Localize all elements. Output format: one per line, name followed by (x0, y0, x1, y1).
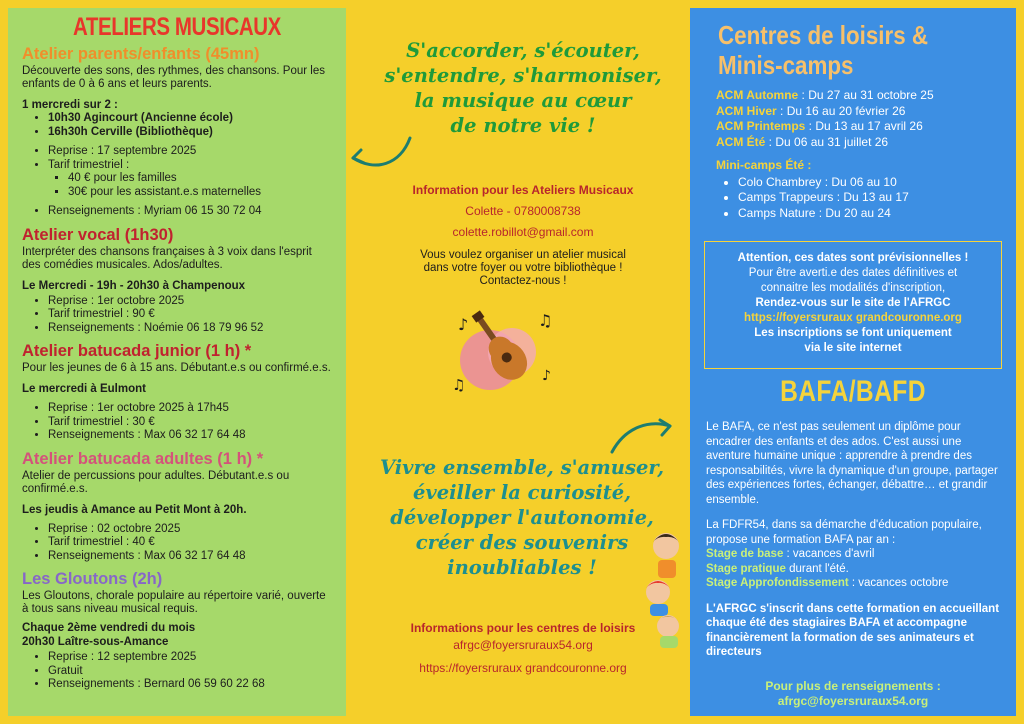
info-centres-email[interactable]: afrgc@foyersruraux54.org (453, 638, 593, 652)
acm-label: ACM Été (716, 134, 766, 149)
info-ateliers (358, 183, 688, 288)
svg-text:♫: ♫ (452, 376, 466, 394)
centres-title-line: Centres de loisirs & (718, 20, 929, 50)
acm-dates-text: : Du 13 au 17 avril 26 (805, 119, 923, 133)
svg-text:♪: ♪ (542, 368, 551, 384)
curved-arrow-right-icon (606, 412, 678, 460)
notice-box (704, 241, 1002, 369)
acm-row (716, 88, 1000, 104)
batucada-junior-when: Le mercredi à Eulmont (22, 383, 146, 395)
slogan-musique (378, 38, 668, 138)
centres-title (718, 20, 961, 80)
parents-contact: • Renseignements : Myriam 06 15 30 72 04 (48, 205, 332, 219)
bafa-paragraph: La FDFR54, dans sa démarche d'éducation populaire, propose une formation BAFA par an : (706, 519, 982, 546)
guitar-music-icon (450, 300, 560, 400)
parents-freq: 1 mercredi sur 2 : (22, 99, 118, 111)
acm-dates-text: : Du 16 au 20 février 26 (776, 103, 906, 118)
acm-row (716, 104, 1000, 120)
mini-camps-title: Mini-camps Été : (716, 158, 812, 172)
batucada-adultes-desc: Atelier de percussions pour adultes. Débutant.e.s ou confirmé.e.s. (22, 469, 290, 495)
vocal-when: Le Mercredi - 19h - 20h30 à Champenoux (22, 279, 246, 292)
parents-reprise: • Reprise : 17 septembre 2025 (48, 145, 332, 159)
children-illustration-icon (636, 528, 692, 648)
slogan-line: développer l'autonomie, (390, 506, 654, 529)
gloutons-place: 20h30 Laître-sous-Amance (22, 636, 169, 648)
centres-title-line: Minis-camps (718, 50, 854, 80)
gloutons-item: • Renseignements : Bernard 06 59 60 22 68 (48, 678, 332, 692)
parents-session: • 16h30h Cerville (Bibliothèque) (48, 126, 332, 140)
mini-camp-item: • Camps Trappeurs : Du 13 au 17 (738, 190, 1000, 206)
stage-text: durant l'été. (785, 562, 849, 575)
vocal-item: • Renseignements : Noémie 06 18 79 96 52 (48, 322, 332, 336)
contact-email[interactable]: afrgc@foyersruraux54.org (777, 693, 929, 708)
parents-heading: Atelier parents/enfants (45mn) (22, 45, 260, 63)
stage-row (706, 547, 1002, 562)
tarif-familles: ▪ 40 € pour les familles (68, 172, 332, 186)
gloutons-desc: Les Gloutons, chorale populaire au répertoire varié, ouverte à tous sans niveau musical requis. (22, 590, 326, 615)
note-line: Contactez-nous ! (479, 275, 567, 287)
acm-dates (716, 88, 1000, 150)
batucada-adultes-heading: Atelier batucada adultes (1 h) * (22, 449, 264, 468)
gloutons-heading: Les Gloutons (2h) (22, 570, 163, 588)
notice-line: via le site internet (804, 342, 902, 354)
bafa-paragraph: L'AFRGC s'inscrit dans cette formation en accueillant chaque été des stagiaires BAFA et accompagne financièrement la formation de ses animateurs et directeurs (706, 602, 1000, 658)
info-centres-url[interactable]: https://foyersruraux grandcouronne.org (419, 661, 627, 675)
bafa-paragraph: Le BAFA, ce n'est pas seulement un diplôme pour encadrer des enfants et des ados. C'est aussi une aventure humaine unique : apprendre à prendre des responsabilités, vivre la dynamique d'un groupe, partager des expériences fortes, échanger, débattre… et grandir ensemble. (706, 421, 998, 506)
stage-text: : vacances octobre (848, 577, 949, 589)
batucada-adultes-when: Les jeudis à Amance au Petit Mont à 20h. (22, 503, 247, 516)
info-ateliers-note (358, 249, 688, 288)
svg-text:♫: ♫ (538, 311, 553, 330)
parents-tarif: • Tarif trimestriel : (48, 159, 332, 173)
gloutons-when: Chaque 2ème vendredi du mois (22, 622, 196, 634)
notice-line: Rendez-vous sur le site de l'AFRGC (755, 297, 951, 309)
stage-label: Stage pratique (706, 562, 786, 575)
mini-camps (716, 158, 1000, 221)
batucada-adultes-item: • Renseignements : Max 06 32 17 64 48 (48, 550, 332, 564)
parents-desc: Découverte des sons, des rythmes, des chansons. Pour les enfants de 0 à 6 ans et leurs parents. (22, 65, 325, 90)
vocal-item: • Reprise : 1er octobre 2025 (48, 295, 332, 309)
batucada-junior-heading: Atelier batucada junior (1 h) * (22, 342, 252, 360)
curved-arrow-icon (345, 130, 415, 180)
mini-camp-item: • Colo Chambrey : Du 06 au 10 (738, 175, 1000, 191)
mini-camp-item: • Camps Nature : Du 20 au 24 (738, 206, 1000, 222)
acm-row (716, 135, 1000, 151)
acm-label: ACM Automne (716, 88, 799, 102)
contact-label: Pour plus de renseignements : (765, 679, 941, 693)
slogan-line: éveiller la curiosité, (413, 481, 631, 504)
acm-label: ACM Printemps (716, 119, 806, 133)
stage-row (706, 576, 1002, 591)
notice-line: Les inscriptions se font uniquement (754, 327, 952, 339)
info-ateliers-title: Information pour les Ateliers Musicaux (412, 183, 634, 197)
info-ateliers-phone: Colette - 0780008738 (465, 204, 581, 218)
info-centres-title: Informations pour les centres de loisirs (410, 621, 636, 635)
batucada-junior-item: • Reprise : 1er octobre 2025 à 17h45 (48, 402, 332, 416)
acm-dates-text: : Du 27 au 31 octobre 25 (798, 88, 934, 102)
acm-row (716, 119, 1000, 135)
notice-line: Attention, ces dates sont prévisionnelles ! (737, 252, 969, 264)
bafa-section (706, 420, 1002, 660)
contact-block (690, 679, 1016, 708)
batucada-junior-item: • Tarif trimestriel : 30 € (48, 416, 332, 430)
notice-line: connaitre les modalités d'inscription, (760, 282, 946, 294)
stage-row (706, 562, 1002, 577)
slogan-vivre-ensemble (372, 455, 672, 580)
notice-line: Pour être averti.e des dates définitives et (748, 267, 958, 279)
stage-text: : vacances d'avril (783, 548, 875, 560)
notice-url[interactable]: https://foyersruraux grandcouronne.org (744, 312, 962, 324)
note-line: dans votre foyer ou votre bibliothèque ! (423, 262, 623, 274)
slogan-line: créer des souvenirs (415, 531, 629, 554)
vocal-heading: Atelier vocal (1h30) (22, 225, 174, 244)
slogan-line: la musique au cœur (414, 89, 632, 112)
vocal-item: • Tarif trimestriel : 90 € (48, 308, 332, 322)
tarif-assistants: ▪ 30€ pour les assistant.e.s maternelles (68, 186, 332, 200)
svg-text:♪: ♪ (458, 315, 469, 334)
slogan-line: s'entendre, s'harmoniser, (384, 64, 662, 87)
ateliers-title: ATELIERS MUSICAUX (73, 13, 281, 41)
slogan-line: de notre vie ! (450, 114, 596, 137)
batucada-junior-item: • Renseignements : Max 06 32 17 64 48 (48, 429, 332, 443)
batucada-junior-desc: Pour les jeunes de 6 à 15 ans. Débutant.e.s ou confirmé.e.s. (22, 362, 331, 374)
batucada-adultes-item: • Reprise : 02 octobre 2025 (48, 523, 332, 537)
bafa-title: BAFA/BAFD (780, 375, 926, 408)
slogan-line: Vivre ensemble, s'amuser, (379, 456, 665, 479)
note-line: Vous voulez organiser un atelier musical (420, 249, 626, 261)
parents-session: • 10h30 Agincourt (Ancienne école) (48, 112, 332, 126)
batucada-adultes-item: • Tarif trimestriel : 40 € (48, 536, 332, 550)
gloutons-item: • Reprise : 12 septembre 2025 (48, 651, 332, 665)
slogan-line: inoubliables ! (447, 556, 597, 579)
info-ateliers-email[interactable]: colette.robillot@gmail.com (452, 225, 594, 239)
stage-label: Stage Approfondissement (706, 577, 849, 589)
slogan-line: S'accorder, s'écouter, (406, 39, 640, 62)
vocal-desc: Interpréter des chansons françaises à 3 voix dans l'esprit des comédies musicales. Ados/adultes. (22, 245, 312, 271)
acm-label: ACM Hiver (716, 103, 777, 118)
stage-label: Stage de base (706, 548, 784, 560)
acm-dates-text: : Du 06 au 31 juillet 26 (765, 134, 889, 149)
ateliers-musicaux-panel (8, 8, 346, 716)
gloutons-item: • Gratuit (48, 665, 332, 679)
